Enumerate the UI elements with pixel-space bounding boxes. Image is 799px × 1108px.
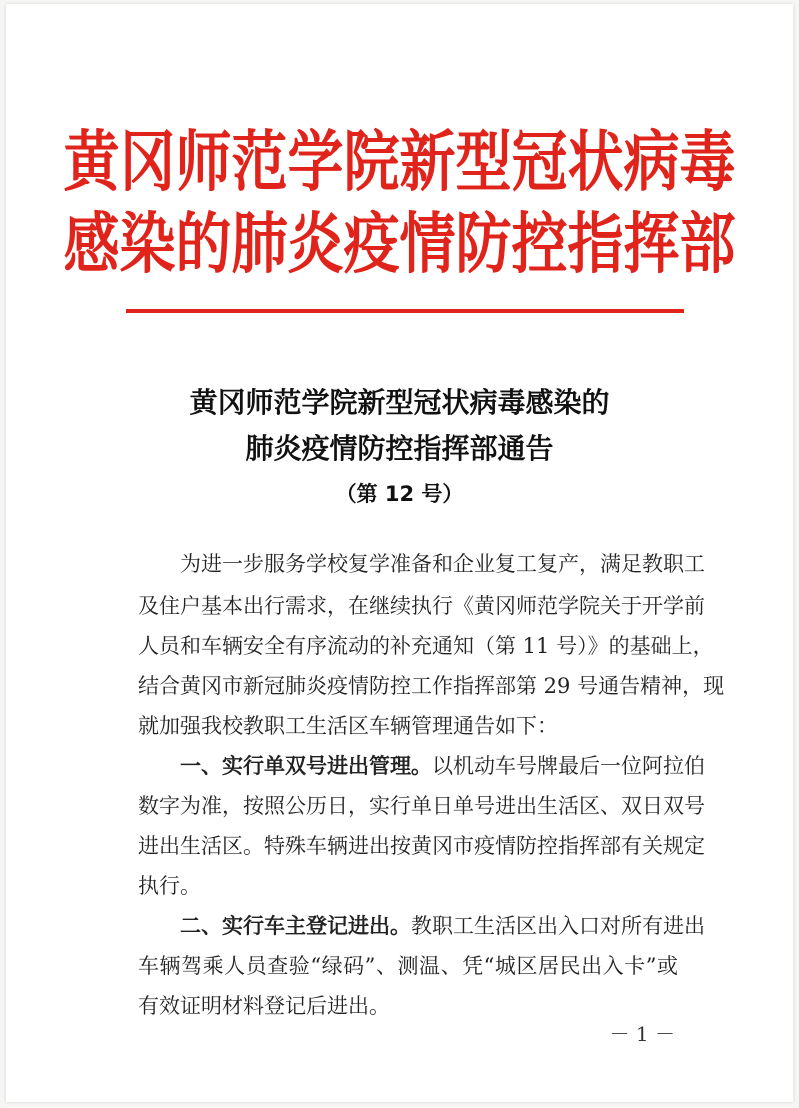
- body-line: 有效证明材料登记后进出。: [138, 994, 390, 1018]
- notice-title-line1: 黄冈师范学院新型冠状病毒感染的: [189, 386, 610, 419]
- body-line: 就加强我校教职工生活区车辆管理通告如下：: [138, 714, 558, 738]
- document-page: [6, 4, 793, 1102]
- page-number: － 1 －: [609, 1022, 675, 1046]
- section2-first-line-text: 教职工生活区出入口对所有进出: [411, 914, 705, 938]
- section1-heading: 一、实行单双号进出管理。: [180, 754, 432, 778]
- section1-first-line-text: 以机动车号牌最后一位阿拉伯: [432, 754, 705, 778]
- notice-number: （第 12 号）: [335, 482, 464, 506]
- section1-first-line: [180, 754, 705, 778]
- header-title-line2: 感染的肺炎疫情防控指挥部: [63, 206, 736, 283]
- body-line: 为进一步服务学校复学准备和企业复工复产，满足教职工: [180, 552, 705, 576]
- header-divider: [126, 309, 684, 313]
- notice-title-line2: 肺炎疫情防控指挥部通告: [245, 432, 554, 465]
- header-title-line1: 黄冈师范学院新型冠状病毒: [63, 124, 736, 201]
- body-line: 执行。: [138, 874, 201, 898]
- body-line: 车辆驾乘人员查验“绿码”、测温、凭“城区居民出入卡”或: [138, 954, 678, 978]
- body-line: 数字为准，按照公历日，实行单日单号进出生活区、双日双号: [138, 794, 705, 818]
- body-line: 及住户基本出行需求，在继续执行《黄冈师范学院关于开学前: [138, 594, 705, 618]
- body-line: 人员和车辆安全有序流动的补充通知（第 11 号）》的基础上，: [138, 634, 714, 658]
- body-line: 进出生活区。特殊车辆进出按黄冈市疫情防控指挥部有关规定: [138, 834, 705, 858]
- section2-heading: 二、实行车主登记进出。: [180, 914, 411, 938]
- body-line: 结合黄冈市新冠肺炎疫情防控工作指挥部第 29 号通告精神，现: [138, 674, 725, 698]
- section2-first-line: [180, 914, 705, 938]
